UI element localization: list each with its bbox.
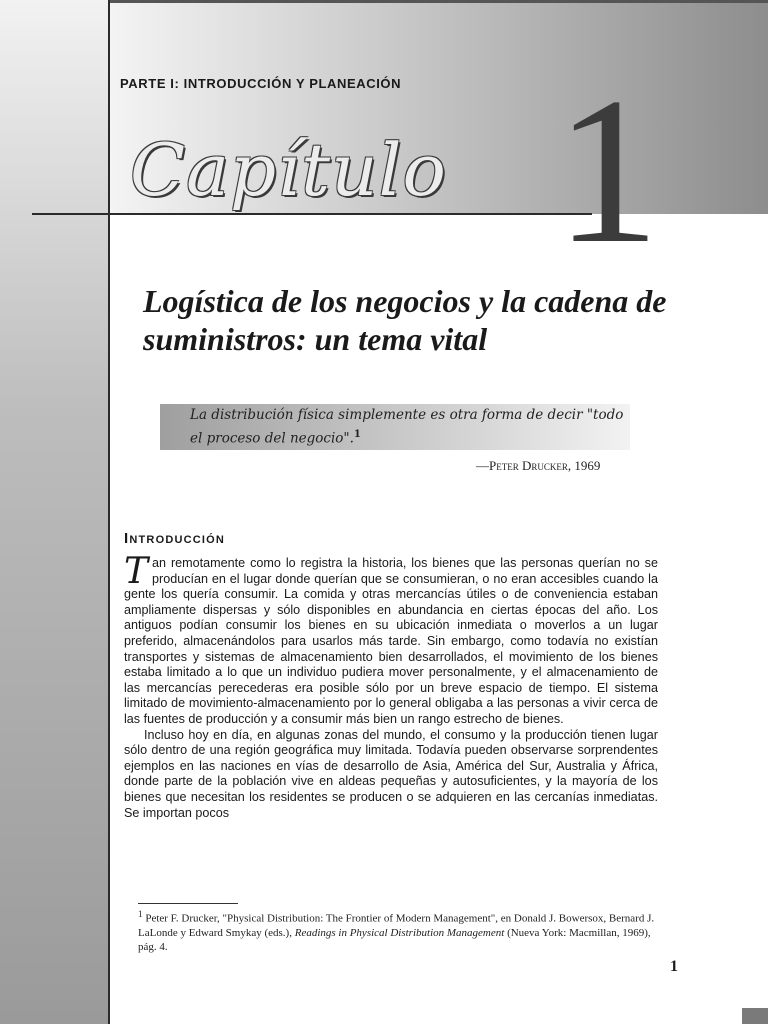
horizontal-rule xyxy=(32,213,592,215)
author-name: Peter Drucker xyxy=(489,458,568,473)
epigraph-note-ref[interactable]: 1 xyxy=(353,429,361,440)
body-text xyxy=(124,551,658,821)
footnote-book-title: Readings in Physical Distribution Management xyxy=(294,926,505,939)
chapter-title: Logística de los negocios y la cadena de suministros: un tema vital xyxy=(143,283,667,357)
footnote-rule xyxy=(138,903,238,904)
section-heading: Introducción xyxy=(124,530,226,547)
paragraph-1-text: an remotamente como lo registra la historia, los bienes que las personas querían no se producían en el lugar donde querían que se consumieran, o no eran accesibles cuando la gente los quería consumir. La comida y otras mercancías útiles o de conveniencia estaban ampliamente dispersas y sólo disponibles en abundancia en ciertas épocas del año. Los antiguos podían consumir los bienes en su ubicación inmediata o moverlos a un lugar preferido, almacenándolos para usarlos más tarde. Sin embargo, como todavía no existían transportes y sistemas de almacenamiento bien desarrollados, el movimiento de los bienes estaba limitado a lo que un individuo pudiera mover personalmente, y el almacenamiento de las mercancías perecederas era posible sólo por un breve espacio de tiempo. El sistema limitado de movimiento-almacenamiento por lo general obligaba a las personas a vivir cerca de las fuentes de producción y a consumir más bien un rango estrecho de bienes. xyxy=(124,556,658,726)
footnote-text-after: (Nueva York: Macmillan, 1969), pág. 4. xyxy=(138,926,651,953)
page-number: 1 xyxy=(670,958,678,975)
epigraph-author xyxy=(476,458,600,474)
part-label: PARTE I: INTRODUCCIÓN Y PLANEACIÓN xyxy=(120,76,402,91)
epigraph-quote-text: La distribución física simplemente es otra forma de decir "todo el proceso del negocio". xyxy=(190,407,624,447)
dropcap: T xyxy=(124,551,149,592)
vertical-rule xyxy=(108,0,110,1024)
top-edge-rule xyxy=(108,0,768,3)
chapter-number: 1 xyxy=(555,55,660,287)
footnote-text-before: Peter F. Drucker, "Physical Distribution: The Frontier of Modern Management", en Donald J. Bowersox, Bernard J. LaLonde y Edward Smykay (eds.), xyxy=(138,912,655,939)
corner-mark xyxy=(742,1008,768,1024)
epigraph-quote xyxy=(190,406,630,449)
footnote xyxy=(138,907,658,954)
paragraph-1 xyxy=(124,551,658,728)
chapter-word: Capítulo xyxy=(130,128,447,212)
paragraph-2: Incluso hoy en día, en algunas zonas del mundo, el consumo y la producción tienen lugar sólo dentro de una región geográfica muy limitada. Todavía pueden observarse sorprendentes ejemplos en las naciones en vías de desarrollo de Asia, América del Sur, Australia y África, donde parte de la población vive en aldeas pequeñas y autosuficientes, y la mayoría de los bienes que necesitan los residentes se producen o se adquieren en las cercanías inmediatas. Se importan pocos xyxy=(124,727,658,820)
author-year: , 1969 xyxy=(567,458,601,473)
footnote-marker: 1 xyxy=(138,909,143,919)
left-margin-band xyxy=(0,0,108,1024)
author-prefix: — xyxy=(476,458,489,473)
